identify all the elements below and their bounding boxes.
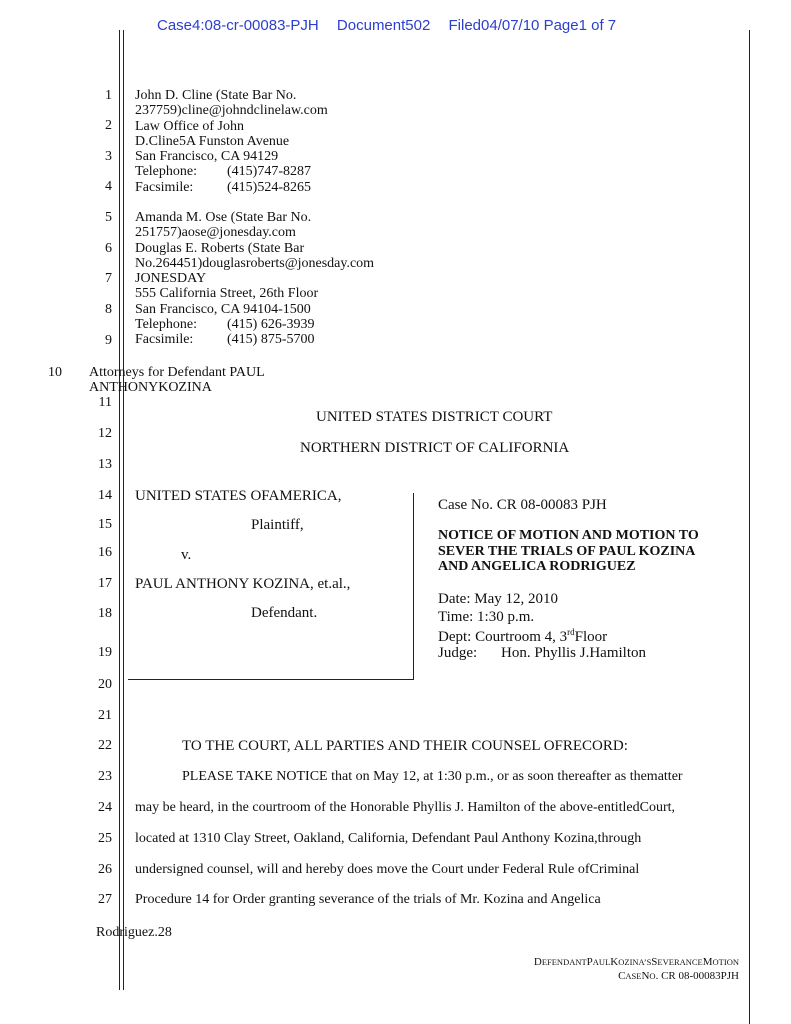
left-margin-rule-outer — [119, 30, 120, 990]
line-number: 23 — [98, 769, 112, 784]
footer-text-run: ASE — [625, 971, 642, 981]
line-number: 6 — [105, 241, 112, 256]
footer-text-run: P — [586, 956, 593, 968]
line-number: 16 — [98, 545, 112, 560]
counsel-line: D.Cline5A Funston Avenue — [135, 133, 290, 149]
header-case-number: Case4:08-cr-00083-PJH — [157, 17, 319, 34]
counsel-line: JONESDAY — [135, 271, 207, 287]
line-number: 1 — [105, 88, 112, 103]
footer-case-number — [618, 970, 739, 982]
dept-suffix: Floor — [574, 629, 608, 645]
footer-text-run: OTION — [712, 957, 739, 967]
footer-text-run: C — [618, 970, 626, 982]
footer-text-run: K — [610, 956, 619, 968]
line-number: 26 — [98, 862, 112, 877]
line-number: 13 — [98, 457, 112, 472]
attorneys-for-line: ANTHONYKOZINA — [89, 380, 212, 396]
judge-name: Hon. Phyllis J.Hamilton — [501, 645, 647, 661]
court-name: UNITED STATES DISTRICT COURT — [316, 409, 553, 425]
footer-text-run: O — [649, 971, 656, 981]
line-number: 12 — [98, 426, 112, 441]
line-number: 22 — [98, 738, 112, 753]
line-number: 11 — [98, 395, 112, 410]
hearing-date: Date: May 12, 2010 — [438, 591, 558, 607]
line-number: 14 — [98, 488, 112, 503]
document-title — [438, 528, 699, 575]
body-line: may be heard, in the courtroom of the Honorable Phyllis J. Hamilton of the above-entitledCourt, — [135, 800, 676, 815]
dept-ordinal: rd — [567, 627, 575, 637]
attorneys-for — [89, 365, 265, 396]
body-line: Procedure 14 for Order granting severance of the trials of Mr. Kozina and Angelica — [135, 892, 601, 907]
facsimile-line — [135, 332, 374, 347]
counsel-line: 251757)aose@jonesday.com — [135, 225, 296, 241]
counsel-line: 237759)cline@johndclinelaw.com — [135, 103, 328, 119]
document-title-line: SEVER THE TRIALS OF PAUL KOZINA — [438, 543, 696, 559]
court-district: NORTHERN DISTRICT OF CALIFORNIA — [300, 440, 570, 456]
judge-label: Judge: — [438, 645, 478, 661]
line-number: 15 — [98, 517, 112, 532]
line-number: 27 — [98, 892, 112, 907]
footer-text-run: AUL — [592, 957, 611, 967]
telephone-label: Telephone: — [135, 164, 197, 180]
line-number: 17 — [98, 576, 112, 591]
attorneys-for-line: Attorneys for Defendant PAUL — [89, 365, 265, 380]
line-number: 18 — [98, 606, 112, 621]
body-line: located at 1310 Clay Street, Oakland, California, Defendant Paul Anthony Kozina,through — [135, 831, 642, 846]
counsel-line: Douglas E. Roberts (State Bar — [135, 240, 305, 256]
caption-underline — [128, 679, 414, 680]
counsel-line: Amanda M. Ose (State Bar No. — [135, 210, 312, 225]
body-line: undersigned counsel, will and hereby does move the Court under Federal Rule ofCriminal — [135, 862, 640, 877]
header-document-number: Document502 — [336, 17, 431, 34]
defendant-role: Defendant. — [251, 605, 318, 621]
facsimile-number: (415) 875-5700 — [227, 332, 315, 348]
facsimile-label: Facsimile: — [135, 332, 194, 348]
salutation: TO THE COURT, ALL PARTIES AND THEIR COUNSEL OFRECORD: — [182, 738, 628, 754]
line-number: 19 — [98, 645, 112, 660]
telephone-line — [135, 317, 374, 332]
line-number: 7 — [105, 271, 112, 286]
line-number: 10 — [48, 365, 62, 380]
counsel-line: San Francisco, CA 94104-1500 — [135, 301, 311, 317]
dept-prefix: Dept: Courtroom 4, 3 — [438, 629, 568, 645]
line-number: 8 — [105, 302, 112, 317]
defendant-party: PAUL ANTHONY KOZINA, et.al., — [135, 576, 351, 592]
counsel-line: 555 California Street, 26th Floor — [135, 286, 319, 302]
ecf-header — [157, 17, 630, 34]
footer-title — [534, 956, 739, 968]
line-number: 3 — [105, 149, 112, 164]
footer-text-run: OZINA — [618, 957, 644, 967]
hearing-judge — [438, 645, 646, 662]
footer-text-run: EFENDANT — [541, 957, 587, 967]
counsel-line: San Francisco, CA 94129 — [135, 149, 279, 165]
line-number: 4 — [105, 179, 112, 194]
line-number: 20 — [98, 677, 112, 692]
document-title-line: NOTICE OF MOTION AND MOTION TO — [438, 528, 699, 543]
counsel-line: No.264451)douglasroberts@jonesday.com — [135, 255, 375, 271]
plaintiff-party: UNITED STATES OFAMERICA, — [135, 488, 342, 504]
telephone-number: (415) 626-3939 — [227, 317, 315, 333]
caption-divider — [413, 493, 414, 680]
telephone-number: (415)747-8287 — [227, 164, 311, 180]
left-margin-rule-inner — [123, 30, 124, 990]
facsimile-line — [135, 180, 328, 195]
counsel-line: John D. Cline (State Bar No. — [135, 88, 297, 103]
counsel-block-jonesday — [135, 210, 374, 348]
facsimile-number: (415)524-8265 — [227, 179, 311, 195]
line-number: 24 — [98, 800, 112, 815]
last-line — [96, 925, 172, 941]
case-number: Case No. CR 08-00083 PJH — [438, 497, 607, 513]
body-line: PLEASE TAKE NOTICE that on May 12, at 1:30 p.m., or as soon thereafter as thematter — [182, 769, 683, 784]
telephone-line — [135, 164, 328, 179]
telephone-label: Telephone: — [135, 317, 197, 333]
line-number: 21 — [98, 708, 112, 723]
right-margin-rule — [749, 30, 750, 1024]
body-last-line: Rodriguez. — [96, 925, 158, 940]
hearing-time: Time: 1:30 p.m. — [438, 609, 535, 625]
line-number: 25 — [98, 831, 112, 846]
footer-text-run: . CR 08-00083PJH — [655, 970, 739, 982]
line-number: 2 — [105, 118, 112, 133]
footer-text-run: N — [641, 970, 650, 982]
footer-text-run: ’S — [643, 957, 652, 967]
versus: v. — [181, 547, 192, 563]
counsel-line: Law Office of John — [135, 118, 244, 134]
line-number: 28 — [157, 925, 172, 940]
hearing-dept — [438, 627, 607, 646]
line-number: 9 — [105, 333, 112, 348]
footer-text-run: M — [702, 956, 713, 968]
document-title-line: AND ANGELICA RODRIGUEZ — [438, 559, 636, 574]
counsel-block-cline — [135, 88, 328, 195]
footer-text-run: S — [651, 956, 658, 968]
line-number: 5 — [105, 210, 112, 225]
facsimile-label: Facsimile: — [135, 179, 194, 195]
footer-text-run: EVERANCE — [657, 957, 703, 967]
plaintiff-role: Plaintiff, — [251, 517, 304, 533]
footer-text-run: D — [533, 956, 542, 968]
header-filed-page: Filed04/07/10 Page1 of 7 — [448, 17, 617, 34]
